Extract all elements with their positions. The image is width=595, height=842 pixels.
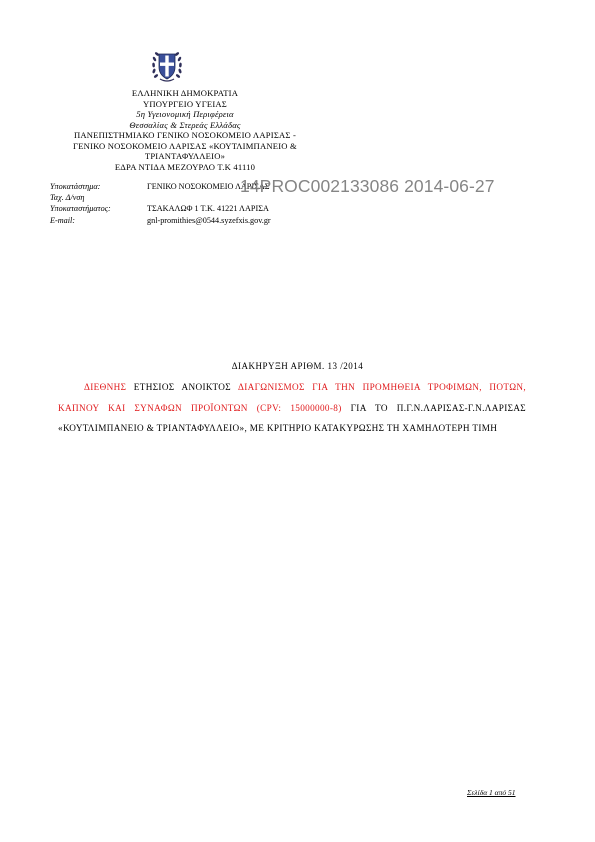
contact-label: Υποκαταστήματος: (50, 204, 111, 214)
contact-row (50, 215, 310, 226)
declaration-subject (58, 377, 526, 439)
header-line: ΕΛΛΗΝΙΚΗ ΔΗΜΟΚΡΑΤΙΑ (131, 88, 239, 98)
contact-label: Υποκατάστημα: (50, 182, 101, 191)
subject-part: ΕΤΗΣΙΟΣ ΑΝΟΙΚΤΟΣ (126, 382, 238, 392)
document-id-watermark: 14PROC002133086 2014-06-27 (240, 176, 495, 196)
contact-label: E-mail: (50, 215, 76, 225)
email-link[interactable]: gnl-promithies@0544.syzefxis.gov.gr (147, 215, 271, 225)
header-line: ΠΑΝΕΠΙΣΤΗΜΙΑΚΟ ΓΕΝΙΚΟ ΝΟΣΟΚΟΜΕΙΟ ΛΑΡΙΣΑΣ - (73, 130, 297, 140)
contact-value: ΓΕΝΙΚΟ ΝΟΣΟΚΟΜΕΙΟ ΛΑΡΙΣΑΣ (147, 182, 270, 191)
declaration-title: ΔΙΑΚΗΡΥΞΗ ΑΡΙΘΜ. 13 /2014 (231, 361, 364, 371)
contact-row (50, 203, 310, 214)
subject-part-red: ΔΙΕΘΝΗΣ (84, 382, 127, 392)
header-line: ΤΡΙΑΝΤΑΦΥΛΛΕΙΟ» (144, 151, 226, 161)
greek-coat-of-arms-icon (150, 46, 184, 84)
header-line: ΕΔΡΑ ΝΤΙΔΑ ΜΕΖΟΥΡΛΟ Τ.Κ 41110 (114, 161, 256, 172)
issuer-header (60, 88, 310, 172)
contact-label: Ταχ. Δ/νση (50, 193, 85, 203)
contact-value: ΤΣΑΚΑΛΩΦ 1 Τ.Κ. 41221 ΛΑΡΙΣΑ (147, 204, 269, 214)
header-line: Θεσσαλίας & Στερεάς Ελλάδας (129, 119, 241, 130)
page-number: Σελίδα 1 από 51 (467, 788, 516, 797)
header-line: ΓΕΝΙΚΟ ΝΟΣΟΚΟΜΕΙΟ ΛΑΡΙΣΑΣ «ΚΟΥΤΛΙΜΠΑΝΕΙΟ & (73, 140, 297, 151)
header-line: ΥΠΟΥΡΓΕΙΟ ΥΓΕΙΑΣ (143, 98, 227, 109)
subject-part: ΓΙΑ ΤΟ Π.Γ.Ν.ΛΑΡΙΣΑΣ-Γ.Ν.ΛΑΡΙΣΑΣ «ΚΟΥΤΛΙΜΠΑΝΕΙΟ & ΤΡΙΑΝΤΑΦΥΛΛΕΙΟ», ΜΕ ΚΡΙΤΗΡΙΟ ΚΑΤΑΚΥΡΩΣΗΣ ΤΗ ΧΑΜΗΛΟΤΕΡΗ ΤΙΜΗ (58, 402, 527, 433)
header-line: 5η Υγειονομική Περιφέρεια (136, 109, 234, 119)
subject-part-red: ΔΙΑΓΩΝΙΣΜΟΣ ΓΙΑ ΤΗΝ ΠΡΟΜΗΘΕΙΑ ΤΡΟΦΙΜΩΝ, ΠΟΤΩΝ, ΚΑΠΝΟΥ ΚΑΙ ΣΥΝΑΦΩΝ ΠΡΟΪΟΝΤΩΝ (CPV: 15000000-8) (58, 382, 526, 413)
